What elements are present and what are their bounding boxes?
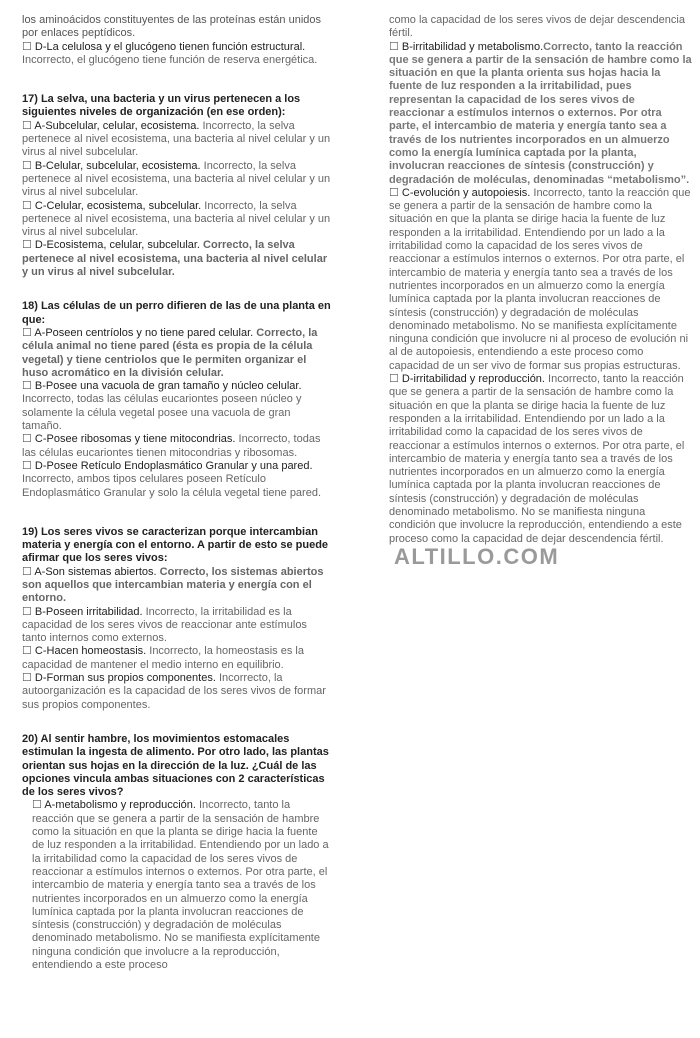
checkbox-icon: ☐ [22,380,35,393]
option-d: ☐ D-Forman sus propios componentes. Incorrecto, la autoorganización es la capacidad de los seres vivos de formar sus propios componentes. [22,672,326,711]
checkbox-icon: ☐ [22,605,35,618]
right-column [389,14,692,569]
option-d: ☐ D-irritabilidad y reproducción. Incorrecto, tanto la reacción que se genera a partir de la sensación de hambre como la situación en que la planta se dirige hacia la fuente de luz responden a la irritabilidad. Entendiendo por un lado a la irritabilidad como la capacidad de los seres vivos de reaccionar a estímulos internos o externos. Por otra parte, el intercambio de materia y energía tanto sea a través de los nutrientes incorporados en un almuerzo como la energía lumínica captada por la planta involucran reacciones de síntesis (construcción) y degradación de moléculas denominado metabolismo. No se manifiesta ninguna condición que involucre la reproducción, entendiendo a este proceso como la capacidad de dejar descendencia fértil. [389,373,685,545]
question-title: 20) Al sentir hambre, los movimientos estomacales estimulan la ingesta de alimento. Por otro lado, las plantas orientan sus hojas en la dirección de la luz. ¿Cuál de las opciones vincula ambas situaciones con 2 características de los seres vivos? [22,732,329,799]
checkbox-icon: ☐ [389,40,402,53]
option-a-continuation: como la capacidad de los seres vivos de dejar descendencia fértil. [389,14,685,40]
checkbox-icon: ☐ [22,565,35,578]
option-b: ☐ B-Celular, subcelular, ecosistema. Incorrecto, la selva pertenece al nivel ecosistema, una bacteria al nivel celular y un virus al nivel subcelular. [22,159,331,199]
checkbox-icon: ☐ [22,459,35,472]
checkbox-icon: ☐ [22,119,35,132]
altillo-watermark-logo: ALTILLO.COM [394,543,560,569]
checkbox-icon: ☐ [22,159,35,172]
option-c: ☐ C-Hacen homeostasis. Incorrecto, la homeostasis es la capacidad de mantener el medio interno en equilibrio. [22,645,304,671]
left-column [22,14,332,972]
checkbox-icon: ☐ [22,645,35,658]
option-b: ☐ B-Poseen irritabilidad. Incorrecto, la irritabilidad es la capacidad de los seres vivos de reaccionar ante estímulos tanto internos como externos. [22,605,307,645]
option-c: ☐ C-Celular, ecosistema, subcelular. Incorrecto, la selva pertenece al nivel ecosistema, una bacteria al nivel celular y un virus al nivel subcelular. [22,199,331,239]
checkbox-icon: ☐ [22,239,35,252]
option-c: ☐ C-Posee ribosomas y tiene mitocondrias. Incorrecto, todas las células eucariontes tienen mitocondrias y ribosomas. [22,433,321,459]
intro-paragraph: los aminoácidos constituyentes de las proteínas están unidos por enlaces peptídicos. [22,14,322,40]
option-a: ☐ A-metabolismo y reproducción. Incorrecto, tanto la reacción que se genera a partir de la sensación de hambre como la situación en que la planta se dirige hacia la fuente de luz responden a la irritabilidad. Entendiendo por un lado a la irritabilidad como la capacidad de los seres vivos de reaccionar a estímulos internos o externos. Por otra parte, el intercambio de materia y energía tanto sea a través de los nutrientes incorporados en un almuerzo como la energía lumínica captada por la planta involucran reacciones de síntesis (construcción) y degradación de moléculas denominado metabolismo. No se manifiesta explícitamente ninguna condición que involucre a la reproducción, entendiendo a este proceso [32,799,329,971]
question-title: 17) La selva, una bacteria y un virus pertenecen a los siguientes niveles de organización (en ese orden): [22,93,301,119]
checkbox-icon: ☐ [389,373,402,386]
checkbox-icon: ☐ [22,672,35,685]
option-b: ☐ B-irritabilidad y metabolismo.Correcto, tanto la reacción que se genera a partir de la sensación de hambre como la situación en que la planta orienta sus hojas hacia la fuente de luz responden a la irritabilidad, pues representan la capacidad de los seres vivos de reaccionar a estímulos internos o externos. Por otra parte, el intercambio de materia y energía tanto sea a través de los nutrientes incorporados en un almuerzo como la energía lumínica captada por la planta, involucran reacciones de síntesis (construcción) y degradación de moléculas, denominadas “metabolismo”. [389,40,692,186]
question-19 [22,526,332,712]
checkbox-icon: ☐ [22,433,35,446]
checkbox-icon: ☐ [22,199,35,212]
checkbox-icon: ☐ [389,186,402,199]
option-c: ☐ C-evolución y autopoiesis. Incorrecto, tanto la reacción que se genera a partir de la sensación de hambre como la situación en que la planta se dirige hacia la fuente de luz responden a la irritabilidad. Entendiendo por un lado a la irritabilidad como la capacidad de los seres vivos de reaccionar a estímulos internos o externos. Por otra parte, el intercambio de materia y energía tanto sea a través de los nutrientes incorporados en un almuerzo como la energía lumínica captada por la planta involucran reacciones de síntesis (construcción) y degradación de moléculas denominado metabolismo. No se manifiesta explícitamente ninguna condición que involucre ni al proceso de evolución ni al de autopoiesis, entendiendo a este proceso como capacidad de un ser vivo de formar sus propias estructuras. [389,186,691,372]
option-a: ☐ A-Poseen centríolos y no tiene pared celular. Correcto, la célula animal no tiene pared (ésta es propia de la célula vegetal) y tiene centriolos que le permiten organizar el huso acromático en la división celular. [22,326,318,379]
option-a: ☐ A-Subcelular, celular, ecosistema. Incorrecto, la selva pertenece al nivel ecosistema, una bacteria al nivel celular y un virus al nivel subcelular. [22,119,331,159]
question-title: 19) Los seres vivos se caracterizan porque intercambian materia y energía con el entorno. A partir de esto se puede afirmar que los seres vivos: [22,525,329,565]
question-title: 18) Las células de un perro difieren de las de una planta en que: [22,300,331,326]
option-b: ☐ B-Posee una vacuola de gran tamaño y núcleo celular. Incorrecto, todas las células eucariontes poseen núcleo y solamente la célula vegetal posee una vacuola de gran tamaño. [22,380,302,433]
option-a: ☐ A-Son sistemas abiertos. Correcto, los sistemas abiertos son aquellos que intercambian materia y energía con el entorno. [22,565,324,605]
question-20 [22,733,332,972]
option-d: ☐ D-Ecosistema, celular, subcelular. Correcto, la selva pertenece al nivel ecosistema, una bacteria al nivel celular y un virus al nivel subcelular. [22,239,328,279]
option-d: ☐ D-Posee Retículo Endoplasmático Granular y una pared. Incorrecto, ambos tipos celulares poseen Retículo Endoplasmático Granular y solo la célula vegetal tiene pared. [22,459,322,499]
question-18 [22,300,332,499]
checkbox-icon: ☐ [22,40,35,53]
question-17 [22,93,332,279]
checkbox-icon: ☐ [32,799,45,812]
option-16-d: ☐ D-La celulosa y el glucógeno tienen función estructural. Incorrecto, el glucógeno tiene función de reserva energética. [22,40,318,66]
checkbox-icon: ☐ [22,326,35,339]
